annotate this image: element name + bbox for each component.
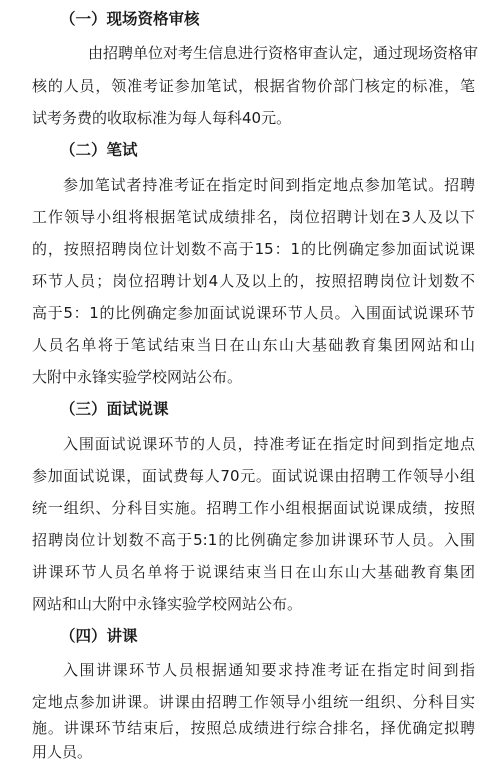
paragraph-line: 统一组织、分科目实施。招聘工作小组根据面试说课成绩，按照 <box>32 499 475 517</box>
paragraph-line: 核的人员，领准考证参加笔试，根据省物价部门核定的标准，笔 <box>32 77 475 95</box>
paragraph-line: 讲课环节人员名单将于说课结束当日在山东山大基础教育集团 <box>32 563 475 581</box>
paragraph-line: 用人员。 <box>32 743 93 761</box>
section-heading-1: （一）现场资格审核 <box>60 10 200 28</box>
paragraph-line: 大附中永锋实验学校网站公布。 <box>32 368 243 386</box>
paragraph-line: 由招聘单位对考生信息进行资格审查认定，通过现场资格审 <box>88 44 479 62</box>
paragraph-line: 入围讲课环节人员根据通知要求持准考证在指定时间到指 <box>63 661 475 679</box>
paragraph-line: 网站和山大附中永锋实验学校网站公布。 <box>32 595 303 613</box>
paragraph-line: 参加笔试者持准考证在指定时间到指定地点参加笔试。招聘 <box>63 176 475 194</box>
paragraph-line: 高于5：1的比例确定参加面试说课环节人员。入围面试说课环节 <box>32 304 475 322</box>
paragraph-line: 人员名单将于笔试结束当日在山东山大基础教育集团网站和山 <box>32 336 475 354</box>
section-heading-4: （四）讲课 <box>60 627 138 645</box>
paragraph-line: 环节人员；岗位招聘计划4人及以上的，按照招聘岗位计划数不 <box>32 272 475 290</box>
paragraph-line: 参加面试说课，面试费每人70元。面试说课由招聘工作领导小组 <box>32 467 475 485</box>
paragraph-line: 工作领导小组将根据笔试成绩排名，岗位招聘计划在3人及以下 <box>32 208 475 226</box>
paragraph-line: 定地点参加讲课。讲课由招聘工作领导小组统一组织、分科目实 <box>32 693 475 711</box>
paragraph-line: 招聘岗位计划数不高于5:1的比例确定参加讲课环节人员。入围 <box>32 531 475 549</box>
paragraph-line: 试考务费的收取标准为每人每科40元。 <box>32 109 292 127</box>
section-heading-2: （二）笔试 <box>60 141 138 159</box>
paragraph-line: 入围面试说课环节的人员，持准考证在指定时间到指定地点 <box>63 435 475 453</box>
section-heading-3: （三）面试说课 <box>60 400 169 418</box>
paragraph-line: 的，按照招聘岗位计划数不高于15：1的比例确定参加面试说课 <box>32 240 475 258</box>
paragraph-line: 施。讲课环节结束后，按照总成绩进行综合排名，择优确定拟聘 <box>32 719 475 737</box>
